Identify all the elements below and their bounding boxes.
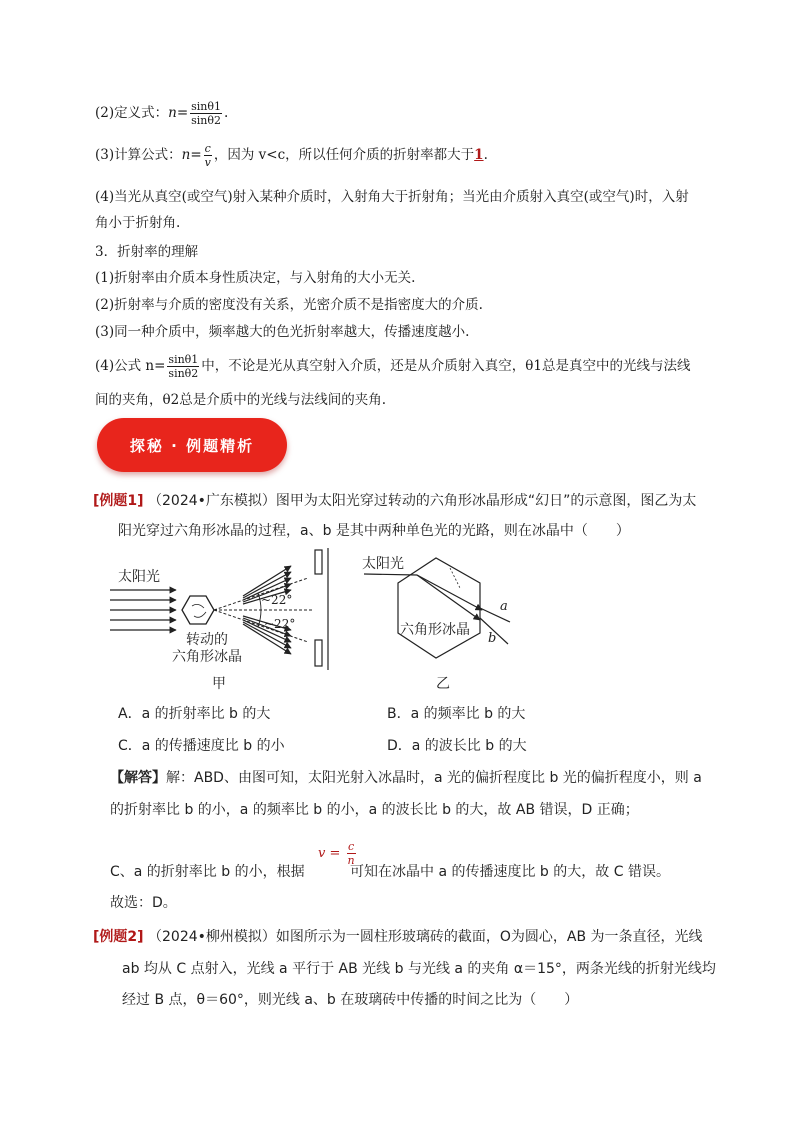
example1-stem-line2: 阳光穿过六角形冰晶的过程，a、b 是其中两种单色光的光路，则在冰晶中（ ） [118,523,630,539]
sin-ratio-fraction-2: $\frac{\sin\theta 1}{\sin\theta 2}$ [168,353,199,380]
ray-b-label: b [488,631,497,646]
figure-b [360,548,530,693]
example2-stem-line1: [例题2] （2024•柳州模拟）如图所示为一圆柱形玻璃砖的截面，O为圆心，AB 为一条直径，光线 [93,929,703,945]
solution-line2: 的折射率比 b 的小，a 的频率比 b 的小，a 的波长比 b 的大，故 AB 错误，D 正确； [110,802,639,818]
rule-line-4b: 角小于折射角. [95,215,181,231]
understanding-item-2: (2)折射率与介质的密度没有关系，光密介质不是指密度大的介质. [95,297,483,313]
option-a[interactable]: A．a 的折射率比 b 的大 [118,706,271,722]
rule-line-4a: (4)当光从真空(或空气)射入某种介质时，入射角大于折射角；当光由介质射入真空(或空气)时，入射 [95,189,689,205]
figure-a-angle-bottom: ~22° [264,617,296,631]
option-b[interactable]: B．a 的频率比 b 的大 [387,706,526,722]
c-over-v-fraction: $\frac{c}{v}$ [204,142,211,169]
incoming-rays [110,590,176,630]
rotating-crystal [182,596,214,624]
example1-stem-line1: [例题1] （2024•广东模拟）图甲为太阳光穿过转动的六角形冰晶形成“幻日”的示意图，图乙为太 [93,493,697,509]
solution-tag: 【解答】 [110,770,166,786]
solution-line3-prefix: C、a 的折射率比 b 的小，根据 [110,864,305,880]
example2-stem-line2: ab 均从 C 点射入，光线 a 平行于 AB 光线 b 与光线 a 的夹角 α＝15°，两条光线的折射光线均 [122,961,716,977]
section-badge: 探秘 · 例题精析 [97,418,287,472]
answer-blank: 1 [474,147,484,163]
understanding-item-4: (4)公式 n= $\frac{\sin\theta 1}{\sin\theta 2}$ 中，不论是光从真空射入介质，还是从介质射入真空，θ1总是真空中的光线与法线 [95,353,691,380]
figure-a-caption-1: 转动的 [186,632,228,648]
figure-a-caption-2: 六角形冰晶 [172,649,242,665]
option-c[interactable]: C．a 的传播速度比 b 的小 [118,738,285,754]
option-d[interactable]: D．a 的波长比 b 的大 [387,738,527,754]
figure-a-angle-top: ~22° [261,593,293,607]
understanding-item-3: (3)同一种介质中，频率越大的色光折射率越大，传播速度越小. [95,324,470,340]
example2-stem-line3: 经过 B 点，θ＝60°，则光线 a、b 在玻璃砖中传播的时间之比为（ ） [122,992,579,1008]
solution-line1: 【解答】解：ABD、由图可知，太阳光射入冰晶时，a 光的偏折程度比 b 光的偏折程度小，则 a [110,770,702,786]
sin-ratio-fraction: $\frac{\sin\theta 1}{\sin\theta 2}$ [191,100,222,127]
figure-b-sunlight-label: 太阳光 [362,556,404,572]
understanding-item-4b: 间的夹角，θ2总是介质中的光线与法线间的夹角. [95,392,387,408]
calculation-formula: (3)计算公式：n= $\frac{c}{v}$ ，因为 v<c，所以任何介质的折射率都大于1. [95,142,488,169]
solution-line3-suffix: 可知在冰晶中 a 的传播速度比 b 的大，故 C 错误。 [350,864,670,880]
screen-bottom [315,640,322,666]
example1-tag: [例题1] [93,493,144,509]
figure-b-label: 乙 [436,676,450,692]
figure-b-crystal-label: 六角形冰晶 [400,622,470,638]
dashed-lines [214,578,313,642]
section-heading: 3．折射率的理解 [95,244,199,260]
hexagonal-crystal [398,558,480,658]
ray-a-label: a [500,599,508,614]
velocity-formula: v = $\frac{c}{n}$ [318,840,355,867]
definition-formula: (2)定义式：n= $\frac{\sin\theta 1}{\sin\theta 2}$ . [95,100,229,127]
solution-answer: 故选：D。 [110,895,177,911]
figure-a [108,548,338,693]
figure-a-sunlight-label: 太阳光 [118,569,160,585]
example2-tag: [例题2] [93,929,144,945]
understanding-item-1: (1)折射率由介质本身性质决定，与入射角的大小无关. [95,270,416,286]
figure-a-label: 甲 [212,676,226,692]
screen-top [315,550,322,574]
